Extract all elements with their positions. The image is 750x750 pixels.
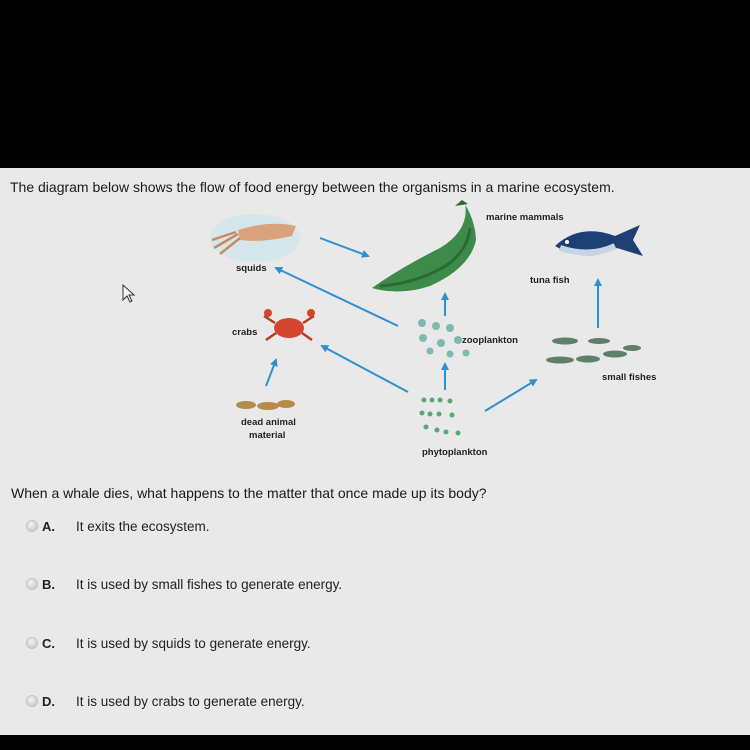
small-fishes-illustration	[546, 338, 641, 364]
choice-text-b: It is used by small fishes to generate energy.	[76, 576, 343, 592]
quiz-screen	[0, 168, 750, 735]
label-zooplankton: zooplankton	[462, 335, 518, 346]
whale-illustration	[372, 200, 476, 292]
choice-text-d: It is used by crabs to generate energy.	[76, 693, 305, 709]
dead-animal-material-illustration	[236, 400, 295, 410]
choice-d[interactable]	[26, 691, 305, 711]
choice-text-c: It is used by squids to generate energy.	[76, 635, 311, 651]
choice-c[interactable]	[26, 633, 311, 653]
label-small-fishes: small fishes	[602, 372, 657, 383]
arrow-phyto-to-small-fishes	[485, 380, 536, 411]
choice-a[interactable]	[26, 516, 210, 536]
arrow-phyto-to-crabs	[322, 346, 408, 392]
arrow-squid-to-whale	[320, 238, 368, 256]
choice-b[interactable]	[26, 574, 342, 594]
tuna-illustration	[555, 225, 643, 256]
label-tuna-fish: tuna fish	[530, 275, 570, 286]
crab-illustration	[264, 309, 315, 340]
label-squids: squids	[236, 263, 267, 274]
prompt-text: When a whale dies, what happens to the matter that once made up its body?	[11, 485, 487, 501]
food-web-diagram	[0, 168, 750, 478]
question-text: The diagram below shows the flow of food energy between the organisms in a marine ecosystem.	[10, 179, 615, 195]
label-phytoplankton: phytoplankton	[422, 447, 488, 458]
radio-button-c[interactable]	[26, 637, 38, 649]
choice-letter-c: C.	[42, 635, 55, 651]
radio-button-a[interactable]	[26, 520, 38, 532]
choice-letter-b: B.	[42, 576, 55, 592]
choice-text-a: It exits the ecosystem.	[76, 518, 210, 534]
label-material: material	[249, 430, 286, 441]
choice-letter-d: D.	[42, 693, 55, 709]
phytoplankton-illustration	[420, 398, 461, 436]
squid-illustration	[210, 214, 300, 262]
radio-button-d[interactable]	[26, 695, 38, 707]
mouse-pointer-icon	[122, 284, 138, 304]
label-crabs: crabs	[232, 327, 258, 338]
arrow-zooplankton-to-squid	[276, 268, 398, 326]
label-marine-mammals: marine mammals	[486, 212, 564, 223]
choice-letter-a: A.	[42, 518, 55, 534]
arrow-dead-material-to-crabs	[266, 360, 276, 386]
radio-button-b[interactable]	[26, 578, 38, 590]
label-dead-animal: dead animal	[241, 417, 296, 428]
